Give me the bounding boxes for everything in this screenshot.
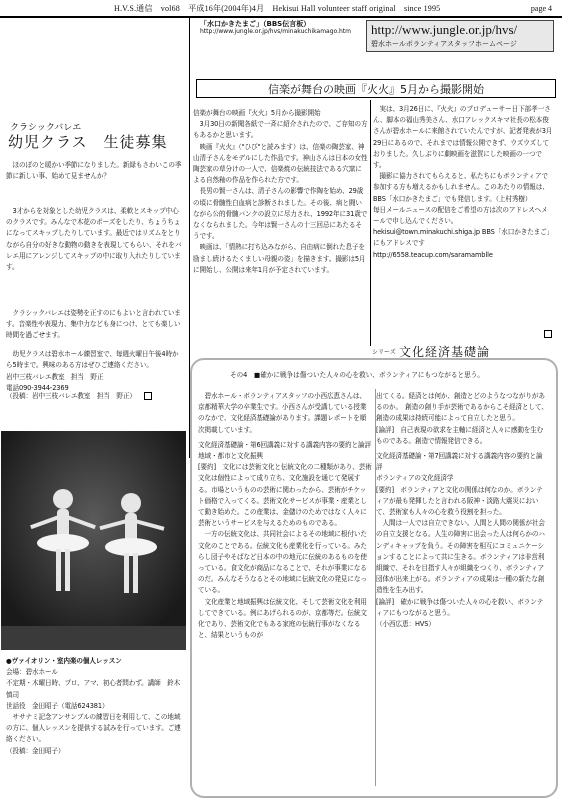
ballet-tel: 電話090-3944-2369 [6, 384, 69, 393]
series-paragraph: [論評] 自己表現の欲求を主軸に経済と人々に感動を生むものである。創造で情報発信できる。 [376, 425, 544, 445]
site-url[interactable]: http://www.jungle.or.jp/hvs/ [371, 22, 518, 37]
series-paragraph: 文化産業と地域振興は伝統文化、そして芸術文化を利用してできている。例にあげられるのが、京都等だ。伝統文化であり、芸術文化でもある家庭の伝統行事がなくなると、結果というものが [198, 597, 367, 640]
header-title: H.V.S.通信 vol68 平成16年(2004年)4月 Hekisui Hall volunteer staff original since 1995 [114, 4, 441, 13]
violin-title: ●ヴァイオリン・室内楽の個人レッスン [6, 657, 122, 665]
ballet-paragraph-4: 幼児クラスは碧水ホール練習室で、毎週火曜日午後4時から5時まで。興味のある方はぜひご連絡ください。 [6, 350, 179, 370]
series-paragraph: [要約] ボランティアと文化の関係は何なのか。ボランティアが最も発揮したと言われる阪神・淡路大震災において、芸術家も人々の心を救う役割を担った。 [376, 485, 543, 517]
mail-address[interactable]: hekisui@town.minakuchi.shiga.jp BBS「水口かきたまご」にもアドレスです [373, 228, 550, 248]
film-paragraph: 撮影に協力されてもらえると、私たちにもボランティアで参加する方も増えるかもしれません。このあたりの情報は、BBS「水口かきたまご」でも発信します。（上村秀樹） [373, 172, 549, 203]
ballet-contact-text: （投稿：岩中三枝バレエ教室 担当 野正） [6, 392, 136, 400]
end-mark-icon [544, 330, 552, 338]
ballet-photo [1, 431, 186, 650]
violin-section [6, 656, 184, 757]
bbs-link[interactable]: http://6558.teacup.com/saramamblle [373, 250, 493, 259]
end-mark-icon [144, 392, 152, 400]
series-paragraph: 人間は一人では自立できない。人間と人間の関係が社会の自立支援となる。人生の障害に出会った人は何らかのハンディキャップを負う。その障害を相互にコミュニケーションすることによって共に生きる。ボランティアは非営利組織で、それを目指す人々が組織をつくり、ボランティア団体が出来上がる。ボランティアの成果は一種の新たな創造性を生み出す。 [376, 519, 545, 595]
film-paragraph: 3月30日の新聞各紙で一斉に紹介されたので、ご存知の方もあるかと思います。 [193, 120, 368, 140]
headline-title: 信楽が舞台の映画『火火』5月から撮影開始 [268, 83, 484, 96]
page-header [2, 3, 560, 15]
series-label: シリーズ [372, 349, 396, 356]
violin-line: 不定期・木曜日時、プロ、アマ、初心者問わず。講師 鈴木慎司 [6, 679, 181, 699]
violin-line: 会場：碧水ホール [6, 668, 58, 677]
ballet-paragraph-2: 3才からを対象とした幼児クラスは、柔軟とスキップ中心のクラスです。みんなで木花のポーズをしたり、ちょうちょになってスキップしたりしています。最近ではリズムをとりながら自分の好きな動物の動きを表現してもらい、それをバレエ用にアレンジしてスキップの中に取り入れたりしています。 [6, 207, 182, 272]
ballet-paragraph-3: クラシックバレエは姿勢を正すのにもよいと言われています。音楽性や表現力、集中力なども身につけ、とても楽しい時間を過ごせます。 [6, 309, 181, 340]
series-paragraph: 碧水ホール・ボランティアスタッフの小西広恵さんは、京都精華大学の卒業生です。小西さんが受講している授業のなかで、文化経済基礎論があります。課題レポートを順次掲載しています。 [198, 392, 367, 434]
violin-line: ササナミ記念アンサンブルの練習日を利用して、この地域の方に、個人レッスンを提供する試みを行っています。ご連絡ください。 [6, 713, 181, 744]
site-subtitle: 碧水ホールボランティアスタッフホームページ [371, 40, 517, 48]
series-paragraph: [要約] 文化には芸術文化と伝統文化の二種類があり、芸術文化は個性によって成り立ち、文化施設を通じて発展する。市場というものの芸術に関わったから、芸術がチケット価格で入ってくる。芸術文化サービスが事業・産業として動き始めた。この産業は、金儲けのためではなく人々に芸術というサービスを与えるためのものである。 [198, 463, 372, 528]
ballet-school: 岩中三枝バレエ教室 担当 野正 [6, 373, 104, 381]
series-paragraph: 文化経済基礎論・第7回講義に対する講義内容の要約と論評 [376, 452, 543, 472]
bbs-url[interactable]: http://www.jungle.or.jp/hvs/minakuchikamago.htm [200, 28, 351, 35]
series-paragraph: [論評] 確かに戦争は傷ついた人々の心を救い、ボランティアにもつながると思う。 [376, 597, 544, 617]
series-title: 文化経済基礎論 [399, 345, 491, 359]
series-paragraph: 地域・都市と文化振興 [198, 452, 263, 461]
header-rule [0, 16, 562, 18]
ballet-subtitle: クラシックバレエ [10, 123, 82, 133]
film-paragraph: 長男の賢一さんは、清子さんの影響で作陶を始め、29歳の頃に骨髄性白血病と診断されました。その後、病と闘いながら公的骨髄バンクの設立に尽力され、1992年に31歳でなくなられました。今年は賢一さんの十三回忌にあたるそうです。 [193, 187, 368, 241]
page-number: page 4 [530, 4, 552, 13]
dancers-image [1, 431, 186, 650]
headline-box [196, 79, 556, 98]
film-paragraph: 信楽が舞台の映画『火火』5月から撮影開始 [193, 109, 321, 117]
site-url-box [366, 20, 554, 52]
violin-line: 世話役 金田昭子（電話624381） [6, 701, 109, 710]
film-paragraph: 映画は、「情熱に打ち込みながら、自由病に倒れた息子を励まし続けるたくましい母親の姿」を描きます。撮影は5月に開始し、公開は来年1月が予定されています。 [193, 243, 366, 274]
series-col-1 [198, 391, 372, 641]
series-paragraph: 一方の伝統文化は、共同社会によるその地域に根付いた文化のことである。伝統文化も産業化を行っている。みたらし団子やそばなど日本の中の地元に伝統のあるものを使っている。食文化が商品になることで、それが事業になるのだ。みんなそうなるとその地域に伝統文化の発見になっている。 [198, 530, 367, 595]
bbs-banner [200, 20, 360, 48]
violin-line: （投稿：金田昭子） [6, 746, 65, 755]
film-paragraph: 映画『火火』（"ひび"と読みます）は、信楽の陶芸家、神山清子さんをモデルにした作品です。神山さんは日本の女性陶芸家の草分けの一人で、信楽焼の伝統技法である穴窯による自然釉の作品を作られた方です。 [193, 142, 368, 185]
series-paragraph: 出てくる。経済とは何か、創造とどのようなつながりがあるのか。 創造の創り手が芸術であるからこそ経済として、創造の成果は持続可能によって自立したと思う。 [376, 392, 548, 423]
ballet-paragraph-1: ほのぼのと暖かい季節になりました。新緑もさわいこの季節に新しい事、始めて見ませんか？ [6, 161, 182, 181]
ballet-title: 幼児クラス 生徒募集 [8, 133, 168, 151]
film-article-col-2 [373, 104, 553, 261]
film-article-col-1 [193, 108, 368, 276]
series-intro: その4 ■確かに戦争は傷ついた人々の心を救い、ボランティアにもつながると思う。 [230, 371, 484, 379]
series-paragraph: 文化経済基礎論・第6回講義に対する講義内容の要約と論評 [198, 440, 371, 449]
series-signature: （小西広恵：HVS） [376, 620, 435, 629]
film-paragraph: 実は、3月26日に、『火火』のプロデューサー日下部孝一さん、脚本の福山秀美さん、水口アレックスキマ社長の松本俊さんが碧水ホールに来館されていたんですが、記者発表が3月29日にあるので、それまでは情報公開できず、ウズウズしておりました。久しぶりに劇映画を滋賀にした映画の一つです。 [373, 105, 553, 170]
column-divider-middle [370, 100, 371, 346]
bbs-title: 「水口かきたまご」（BBS伝言板） [200, 20, 311, 28]
series-col-2 [376, 391, 548, 630]
film-paragraph: 毎日メールニュースの配信をご希望の方は次のアドレスへメールで申し込んでください。 [373, 205, 548, 226]
ballet-contact [6, 391, 184, 402]
series-paragraph: ボランティアの文化経済学 [376, 474, 454, 483]
